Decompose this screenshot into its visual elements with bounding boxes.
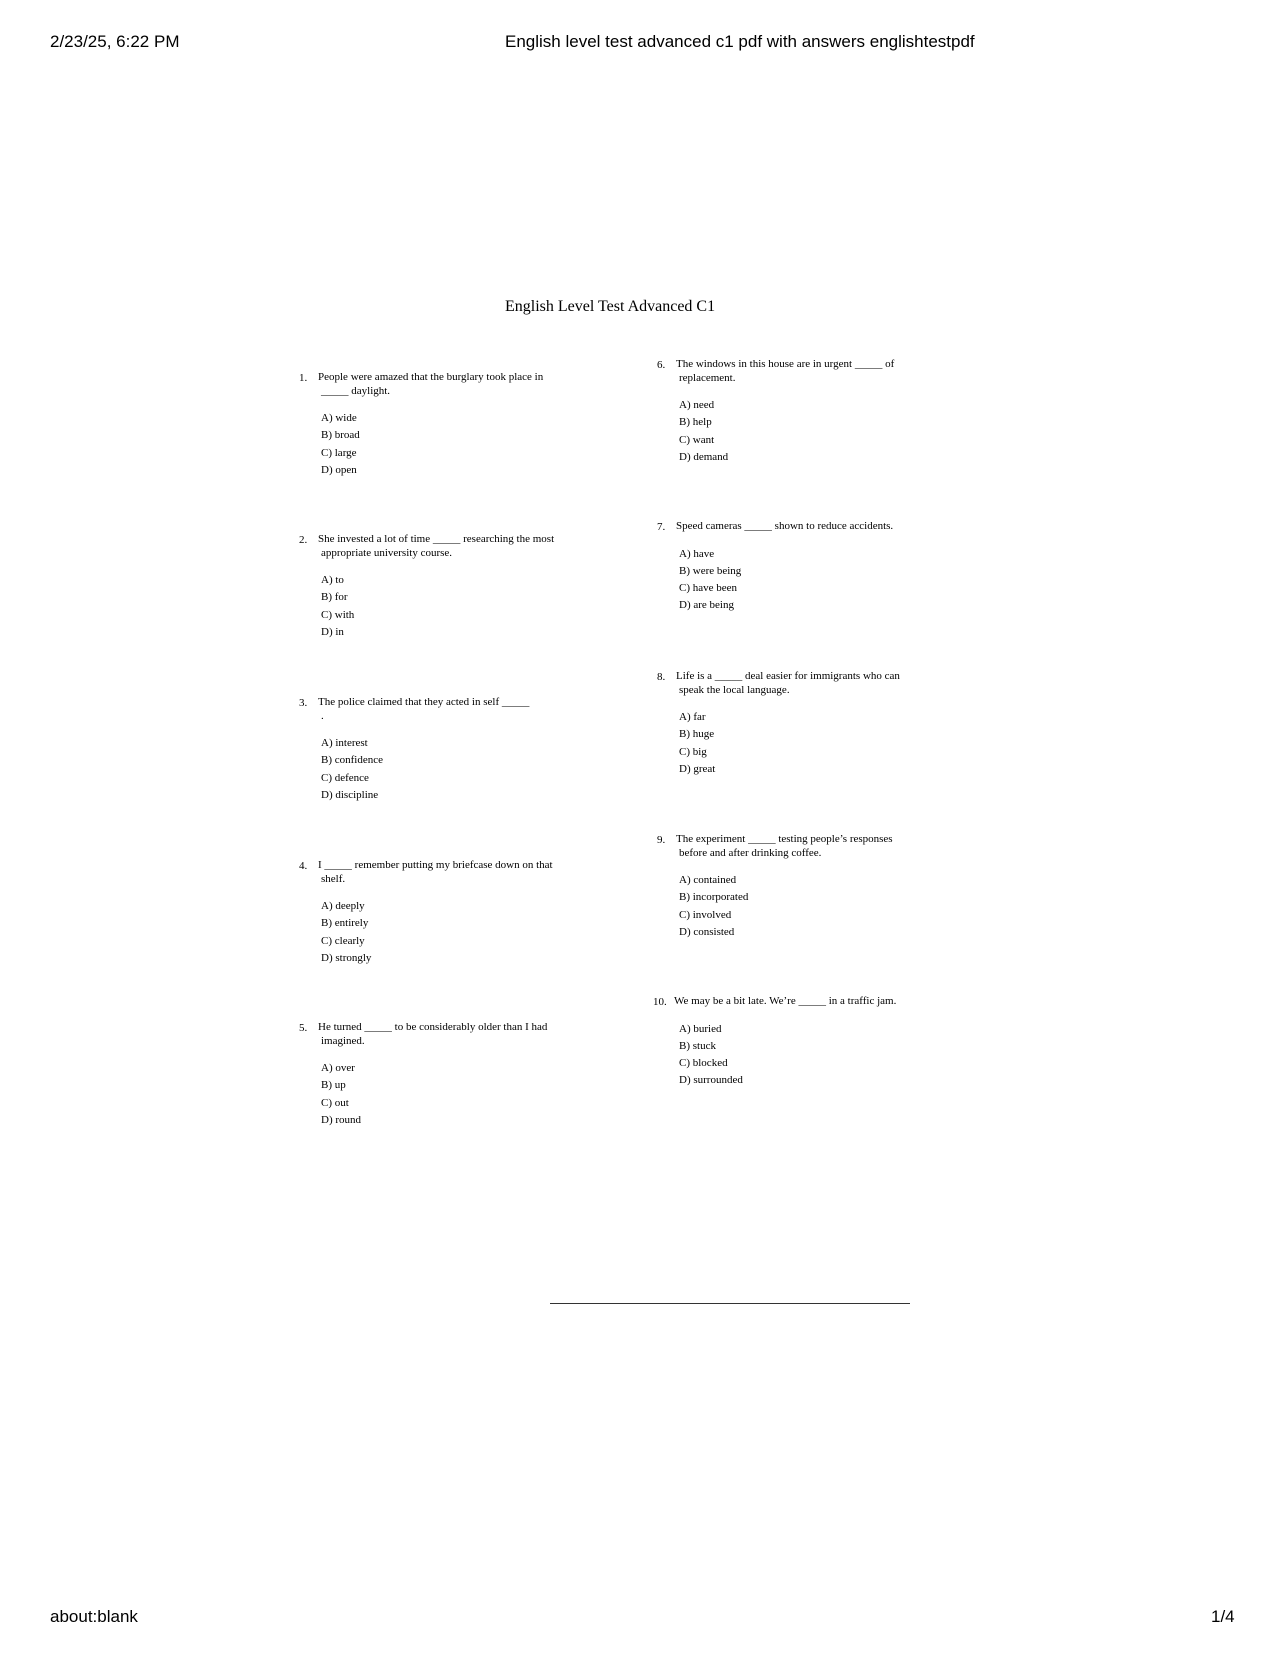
question-5 [299, 1021, 578, 1129]
answer-option: A) far [679, 711, 706, 723]
question-number: 6. [657, 359, 666, 371]
print-footer-url: about:blank [50, 1607, 138, 1626]
answer-option: D) open [321, 463, 357, 476]
divider-rule [550, 1303, 910, 1304]
answer-option: B) entirely [321, 917, 369, 930]
question-text: The police claimed that they acted in self _____ [318, 696, 530, 708]
answer-option: A) interest [321, 737, 368, 749]
question-text: I _____ remember putting my briefcase down on that [318, 859, 553, 871]
question-text-cont: imagined. [321, 1034, 365, 1047]
question-text-cont: . [321, 709, 324, 722]
print-footer-page-number: 1/4 [1211, 1607, 1235, 1626]
answer-option: D) round [321, 1113, 362, 1126]
question-text: The windows in this house are in urgent _____ of [676, 358, 895, 370]
answer-option: A) buried [679, 1022, 722, 1035]
question-text: The experiment _____ testing people’s responses [676, 833, 893, 845]
answer-option: B) confidence [321, 754, 383, 767]
answer-option: A) wide [321, 412, 357, 424]
question-2 [299, 533, 578, 641]
answer-option: B) broad [321, 429, 360, 442]
question-text-cont: replacement. [679, 371, 736, 384]
answer-option: C) defence [321, 771, 369, 784]
print-header-title: English level test advanced c1 pdf with answers englishtestpdf [505, 32, 975, 51]
question-number: 5. [299, 1022, 308, 1034]
question-3 [299, 696, 578, 804]
document-title: English Level Test Advanced C1 [505, 298, 716, 315]
answer-option: A) deeply [321, 900, 365, 912]
answer-option: D) great [679, 762, 716, 775]
question-text: Speed cameras _____ shown to reduce accidents. [676, 520, 894, 532]
answer-option: D) consisted [679, 925, 735, 938]
question-number: 10. [653, 996, 667, 1008]
question-number: 4. [299, 860, 308, 872]
question-number: 7. [657, 521, 666, 533]
answer-option: B) huge [679, 728, 715, 741]
answer-option: A) over [321, 1062, 355, 1074]
question-number: 1. [299, 372, 308, 384]
answer-option: C) have been [679, 582, 738, 595]
answer-option: A) need [679, 399, 715, 411]
answer-option: C) large [321, 446, 357, 459]
answer-option: A) contained [679, 874, 737, 886]
answer-option: B) stuck [679, 1039, 716, 1052]
answer-option: B) up [321, 1079, 346, 1092]
answer-option: B) help [679, 416, 712, 429]
answer-option: C) clearly [321, 934, 365, 947]
answer-option: C) blocked [679, 1057, 728, 1070]
answer-option: B) incorporated [679, 891, 749, 904]
answer-option: A) to [321, 574, 344, 586]
question-text: Life is a _____ deal easier for immigrants who can [676, 670, 900, 682]
answer-option: D) demand [679, 450, 729, 463]
answer-option: C) out [321, 1096, 349, 1109]
question-text-cont: appropriate university course. [321, 546, 453, 559]
question-4 [299, 859, 578, 967]
question-text: We may be a bit late. We’re _____ in a traffic jam. [674, 995, 897, 1007]
question-text-cont: _____ daylight. [321, 384, 391, 397]
question-number: 8. [657, 671, 666, 683]
question-text: People were amazed that the burglary took place in [318, 371, 544, 383]
answer-option: D) are being [679, 599, 734, 612]
answer-option: C) big [679, 745, 707, 758]
answer-option: D) discipline [321, 788, 379, 801]
question-9 [657, 833, 936, 941]
question-1 [299, 371, 578, 479]
answer-option: C) want [679, 433, 715, 446]
question-text-cont: speak the local language. [679, 683, 790, 696]
answer-option: D) in [321, 625, 344, 638]
question-8 [657, 670, 936, 778]
answer-option: C) with [321, 608, 355, 621]
question-10 [653, 995, 934, 1090]
answer-option: B) were being [679, 564, 742, 577]
question-number: 2. [299, 534, 308, 546]
question-number: 3. [299, 697, 308, 709]
question-7 [657, 520, 936, 615]
question-6 [657, 358, 936, 466]
answer-option: B) for [321, 591, 348, 604]
answer-option: A) have [679, 547, 715, 560]
answer-option: D) strongly [321, 951, 372, 964]
answer-option: D) surrounded [679, 1074, 743, 1087]
question-text-cont: shelf. [321, 872, 346, 885]
question-text-cont: before and after drinking coffee. [679, 846, 822, 859]
print-header-datetime: 2/23/25, 6:22 PM [50, 32, 180, 51]
question-text: She invested a lot of time _____ researching the most [318, 533, 555, 545]
answer-option: C) involved [679, 908, 732, 921]
question-text: He turned _____ to be considerably older than I had [318, 1021, 548, 1033]
question-number: 9. [657, 834, 666, 846]
